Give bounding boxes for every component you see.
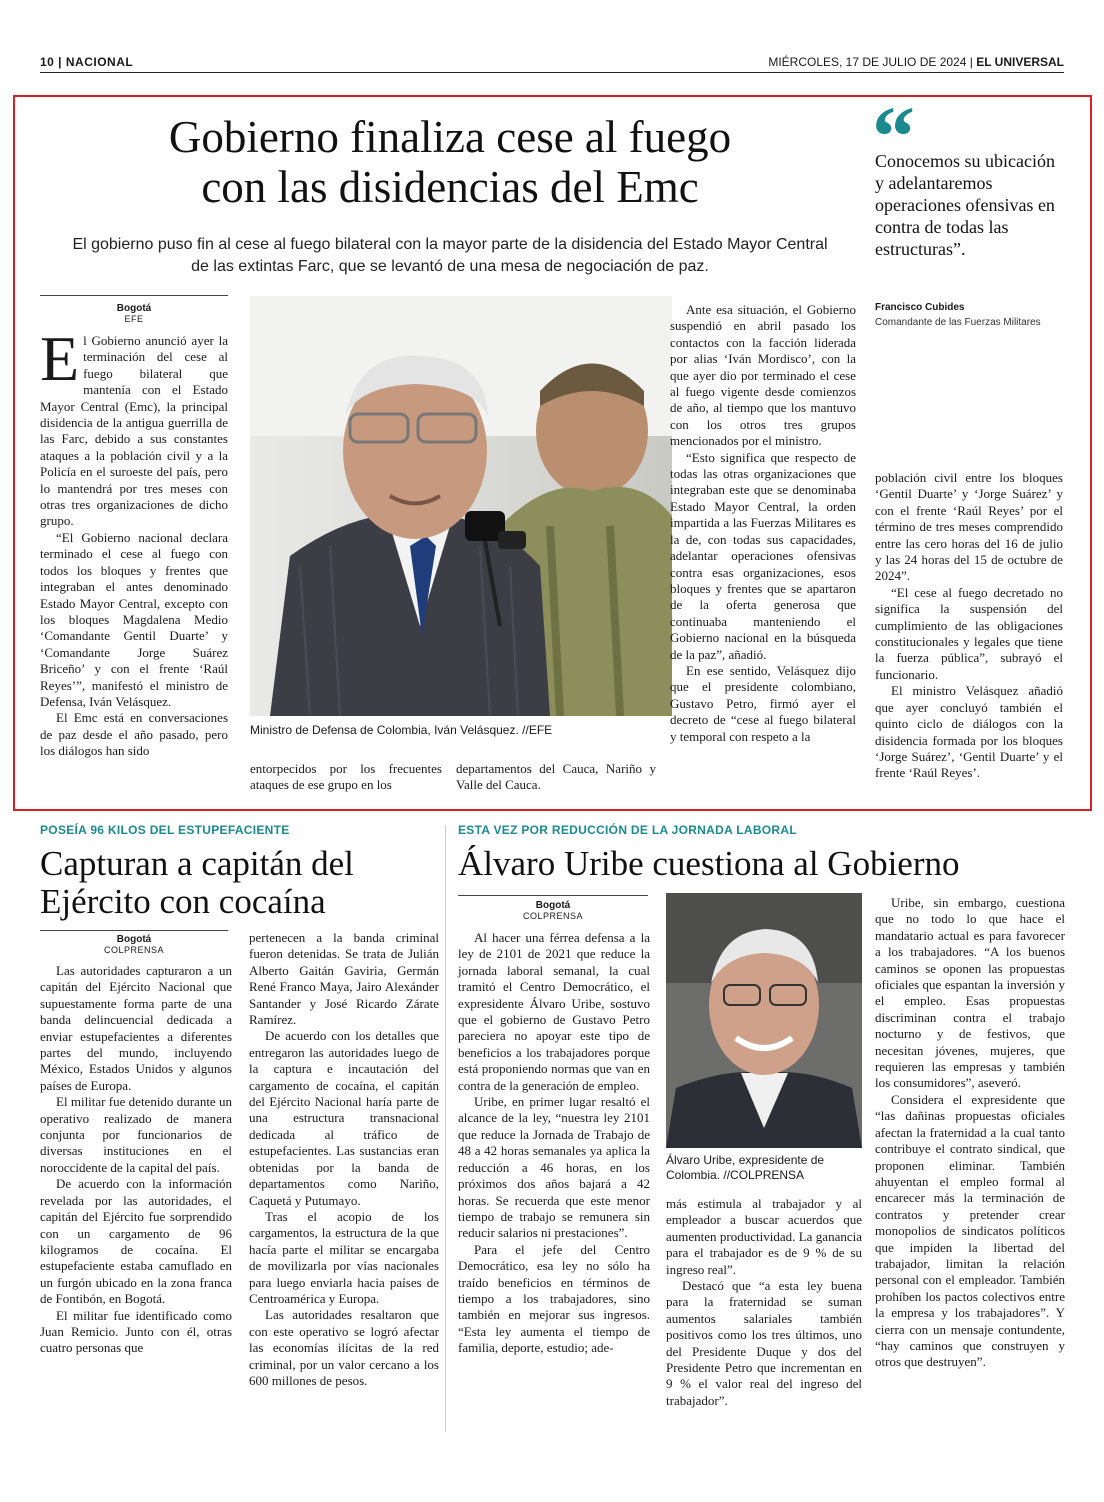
- photo-caption-uribe: Álvaro Uribe, expresidente de Colombia. //COLPRENSA: [666, 1153, 825, 1182]
- photo-caption-minister: Ministro de Defensa de Colombia, Iván Velásquez. //EFE: [250, 723, 553, 737]
- main-headline-line2: con las disidencias del Emc: [201, 162, 699, 212]
- article2-headline-line1: Capturan a capitán del: [40, 844, 354, 883]
- main-col5-p2: “El cese al fuego decretado no significa la suspensión del cumplimiento de las obligaciones constitucionales y legales que tiene la fuerza pública”, subrayó el funcionario.: [875, 584, 1063, 682]
- article2-headline: [40, 845, 440, 921]
- quote-mark-icon: “: [872, 88, 915, 184]
- drop-cap: E: [40, 323, 80, 394]
- newspaper-name: EL UNIVERSAL: [976, 55, 1064, 69]
- article3-col-1: [458, 930, 650, 1357]
- article2-kicker: POSEÍA 96 KILOS DEL ESTUPEFACIENTE: [40, 823, 290, 837]
- column-divider: [445, 825, 446, 1432]
- article3-col3-p1: Uribe, sin embargo, cuestiona que no todo lo que hace el mandatario actual es para favorecer a los trabajadores. “A los buenos caminos se oponen las propuestas oficiales que espantan la inversión y el empleo. Esas propuestas discriminan contra el trabajo nocturno y de festivos, que necesitan jóvenes, mujeres, que requieren las empresas y también los consumidores”, aseveró.: [875, 895, 1065, 1091]
- article3-col1-p1: Al hacer una férrea defensa a la ley de 2101 de 2021 que reduce la jornada laboral semanal, la cual tramitó el Centro Democrático, el expresidente Álvaro Uribe, sostuvo que el gobierno de Gustavo Petro pareciera no apoyar este tipo de beneficios a los trabajadores porque está proponiendo normas que van en contra de la generación de empleo.: [458, 930, 650, 1093]
- main-col5-p1: población civil entre los bloques ‘Gentil Duarte’ y ‘Jorge Suárez’ y con el frente ‘Raúl Reyes’ por el término de tres meses comprendido entre las cero horas del 16 de julio y las 24 horas del 15 de octubre de 2024”.: [875, 470, 1063, 584]
- article2-col2-p4: Las autoridades resaltaron que con este operativo se logró afectar las economías ilícitas de la red criminal, por un valor cercano a los 600 millones de pesos.: [249, 1307, 439, 1388]
- main-col4-p1: Ante esa situación, el Gobierno suspendió en abril pasado los contactos con la facción liderada por alias ‘Iván Mordisco’, con la que ayer dio por terminado el cese al fuego vigente desde comienzos de año, al tiempo que los mantuvo con los otros tres grupos mencionados por el ministro.: [670, 302, 856, 449]
- article3-dateline-city: Bogotá: [535, 900, 571, 911]
- article2-dateline-rule: [40, 930, 228, 931]
- article3-col1-p2: Uribe, en primer lugar resaltó el alcance de la ley, “nuestra ley 2101 que reduce la Jornada de Trabajo de 48 a 42 horas semanales ya aplica la reducción a 46 horas, en los próximos dos años bajará a 42 horas. Se recuerda que este menor tiempo de trabajo se remunera sin reducir salarios ni prestaciones”.: [458, 1094, 650, 1241]
- header-separator: |: [966, 55, 977, 69]
- article2-dateline-city: Bogotá: [116, 934, 152, 945]
- main-col1-p1: l Gobierno anunció ayer la terminación del cese al fuego bilateral que mantenía con el Estado Mayor Central (Emc), la principal disidencia de la antigua guerrilla de las Farc, debido a sus constantes ataques a la población civil y a la Policía en el suroeste del país, pero lo mantendrá por tres meses con otras tres organizaciones de dicho grupo.: [40, 333, 228, 529]
- main-headline: [40, 112, 860, 212]
- pull-quote: Conocemos su ubicación y adelantaremos operaciones ofensivas en contra de todas las estructuras”.: [875, 151, 1055, 259]
- article2-col-1: [40, 963, 232, 1357]
- main-col1-p3: El Emc está en conversaciones de paz desde el año pasado, pero los diálogos han sido: [40, 710, 228, 759]
- main-col3-bottom: departamentos del Cauca, Nariño y Valle del Cauca.: [456, 761, 656, 793]
- quote-author: Francisco Cubides: [875, 302, 965, 313]
- main-col-1: [40, 323, 228, 760]
- main-col4-p3: En ese sentido, Velásquez dijo que el presidente colombiano, Gustavo Petro, firmó ayer el decreto de “cese al fuego bilateral y temporal con respeto a la: [670, 662, 856, 744]
- main-col4-p2: “Esto significa que respecto de todas las otras organizaciones que integraban este que se denominaba Estado Mayor Central, la orden impartida a las Fuerzas Militares es la de, con todas sus capacidades, adelantar operaciones ofensivas contra esas organizaciones, esos bloques y frentes que se apartaron de la oferta generosa que continuaba manteniendo el Gobierno nacional en la búsqueda de la paz”, añadió.: [670, 449, 856, 662]
- main-col1-p2: “El Gobierno nacional declara terminado el cese al fuego con todos los bloques y frentes que integraban el antes denominado Estado Mayor Central, excepto con los bloques Magdalena Medio ‘Comandante Gentil Duarte’ y ‘Comandante Jorge Suárez Briceño’ y con el frente ‘Raúl Reyes’”, manifestó el ministro de Defensa, Iván Velásquez.: [40, 529, 228, 709]
- article2-col2-p3: Tras el acopio de los cargamentos, la estructura de la que hacía parte el militar se encargaba de movilizarla por vías nacionales para luego enviarla hacia países de Centroamérica y Europa.: [249, 1208, 439, 1306]
- uribe-photo-illustration: [666, 893, 862, 1148]
- article2-col-2: [249, 930, 439, 1389]
- article2-col1-p3: De acuerdo con la información revelada por las autoridades, el capitán del Ejército fue sorprendido con un cargamento de 96 kilogramos de cocaína. El estupefaciente estaba camuflado en un furgón ubicado en la zona franca de Fontibón, en Bogotá.: [40, 1176, 232, 1307]
- article3-col2-p2: Destacó que “a esta ley buena para la fraternidad se suman aumentos salariales también positivos como los tres últimos, uno del Presidente Duque y dos del Presidente Petro que incrementan en 9 % el valor real del ingreso del trabajador”.: [666, 1278, 862, 1408]
- article2-col1-p2: El militar fue detenido durante un operativo realizado de manera conjunta por funcionarios de diversas instituciones en el noroccidente de la capital del país.: [40, 1094, 232, 1175]
- issue-date: MIÉRCOLES, 17 DE JULIO DE 2024: [768, 55, 967, 69]
- article3-dateline-agency: COLPRENSA: [522, 911, 584, 921]
- main-col-2: [250, 761, 442, 794]
- article3-col2-p1: más estimula al trabajador y al empleador a buscar acuerdos que aumenten productividad. La ganancia para el trabajador es de 9 % de su ingreso real”.: [666, 1196, 862, 1277]
- article2-col1-p1: Las autoridades capturaron a un capitán del Ejército Nacional que supuestamente forma parte de una banda delincuencial dedicada a enviar estupefacientes a diferentes partes del mundo, incluyendo México, Estados Unidos y algunos países de Europa.: [40, 963, 232, 1093]
- photo-uribe: [666, 893, 862, 1148]
- dateline-rule: [40, 295, 228, 296]
- article3-dateline: [458, 900, 648, 922]
- main-col2-bottom: entorpecidos por los frecuentes ataques de ese grupo en los: [250, 761, 442, 793]
- article3-col1-p3: Para el jefe del Centro Democrático, esa ley no sólo ha traído beneficios en términos de tiempo a los trabajadores, sino también en mejorar sus ingresos. “Esta ley aumenta el tiempo de familia, deporte, estudio; ade-: [458, 1241, 650, 1356]
- quote-role: Comandante de las Fuerzas Militares: [875, 317, 1041, 328]
- article3-col-2: [666, 1196, 862, 1409]
- article3-kicker: ESTA VEZ POR REDUCCIÓN DE LA JORNADA LABORAL: [458, 823, 797, 837]
- main-dateline: [40, 303, 228, 325]
- minister-photo-illustration: [250, 296, 672, 716]
- dateline-city: Bogotá: [116, 303, 152, 314]
- article2-col2-p1: pertenecen a la banda criminal fueron detenidas. Se trata de Julián Alberto Gaitán Gaviria, Germán René Franco Maya, Jairo Alexánder Santander y José Ricardo Zárate Ramírez.: [249, 930, 439, 1028]
- section-label: 10 | NACIONAL: [40, 55, 134, 69]
- article3-headline: Álvaro Uribe cuestiona al Gobierno: [458, 844, 960, 883]
- main-col5-p3: El ministro Velásquez añadió que ayer concluyó también el quinto ciclo de diálogos con la disidencia formada por los bloques ‘Jorge Suárez’, ‘Gentil Duarte’ y el frente ‘Raúl Reyes’.: [875, 683, 1063, 781]
- article2-dateline-agency: COLPRENSA: [103, 945, 165, 955]
- header-rule: [40, 72, 1064, 73]
- page-dateline: [768, 55, 1064, 69]
- main-col-5: [875, 470, 1063, 782]
- article2-dateline: [40, 934, 228, 956]
- main-col-4: [670, 302, 856, 745]
- main-deck: El gobierno puso fin al cese al fuego bilateral con la mayor parte de la disidencia del Estado Mayor Central de las extintas Farc, que se levantó de una mesa de negociación de paz.: [72, 236, 828, 275]
- article2-col1-p4: El militar fue identificado como Juan Remicio. Junto con él, otras cuatro personas que: [40, 1307, 232, 1356]
- article2-col2-p2: De acuerdo con los detalles que entregaron las autoridades luego de la captura e incautación del cargamento de cocaína, el capitán del Ejército Nacional haría parte de una estructura transnacional dedicada al tráfico de estupefacientes. Las sustancias eran obtenidas por la banda de departamentos como Nariño, Caquetá y Putumayo.: [249, 1028, 439, 1208]
- article3-col3-p2: Considera el expresidente que “las dañinas propuestas oficiales afectan la fraternidad a la cual tanto contribuye el contrato sindical, que proponen eliminar. También ahuyentan el empleo formal al encarecer más la terminación de contratos y pretender crear monopolios de sindicatos políticos que impiden la libertad del trabajador, limitan la relación personal con el empleador. También prohíben los pactos colectivos entre la empresa y los trabajadores”. Y cierra con un mensaje contundente, “hay caminos que construyen y otros que destruyen”.: [875, 1091, 1065, 1370]
- article3-col-3: [875, 895, 1065, 1371]
- article3-dateline-rule: [458, 895, 648, 896]
- main-col-3: [456, 761, 656, 794]
- article2-headline-line2: Ejército con cocaína: [40, 882, 326, 921]
- dateline-agency: EFE: [124, 314, 144, 324]
- main-headline-line1: Gobierno finaliza cese al fuego: [168, 112, 732, 162]
- photo-minister: [250, 296, 672, 716]
